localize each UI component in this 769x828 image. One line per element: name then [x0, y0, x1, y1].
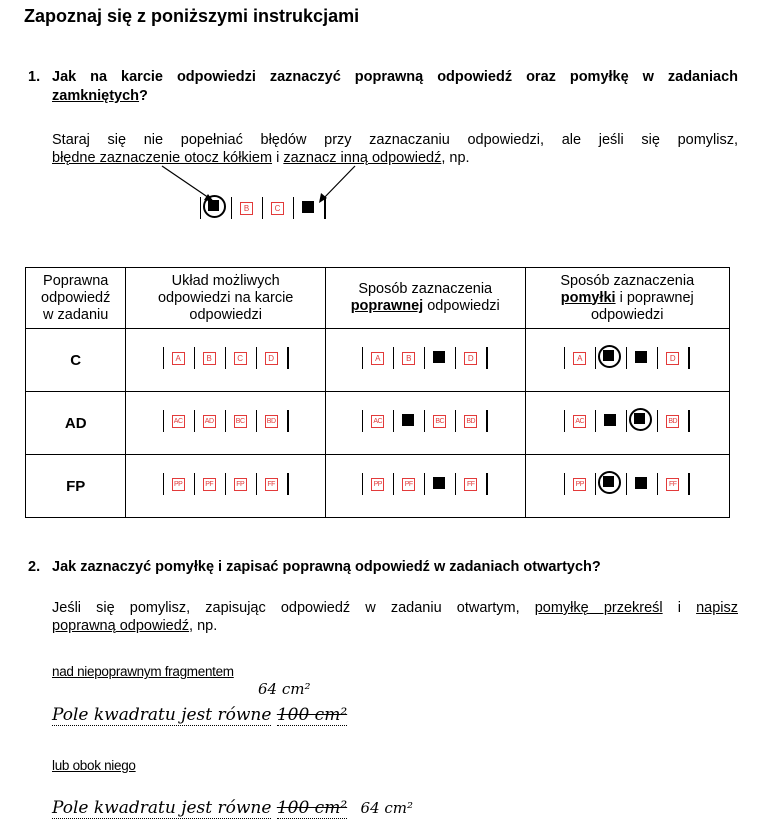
- question-1: [28, 68, 738, 106]
- strikethrough-value: 100 cm²: [276, 798, 348, 818]
- correct-cell: [325, 329, 525, 392]
- mistake-cell: [525, 329, 729, 392]
- option-cell: [362, 410, 394, 432]
- filled-mark-icon: [302, 201, 314, 213]
- table-row: [26, 455, 730, 518]
- option-box: C: [234, 352, 247, 365]
- question-2-para-a4: napisz: [696, 600, 738, 616]
- option-cell: [226, 410, 257, 432]
- handwritten-line-2: [52, 798, 413, 818]
- question-2-para-a1: Jeśli się pomylisz, zapisując odpowiedź w zadaniu otwartym,: [52, 600, 535, 616]
- option-box: BD: [666, 415, 679, 428]
- header-cell-1: [26, 268, 126, 329]
- option-cell: [596, 347, 627, 369]
- question-1-keyword: zamkniętych: [52, 88, 140, 104]
- filled-mark-icon: [635, 477, 647, 489]
- option-cell: [257, 347, 289, 369]
- header-cell-3: [325, 268, 525, 329]
- option-box: AC: [573, 415, 586, 428]
- option-box: BC: [234, 415, 247, 428]
- header-1-line2: odpowiedź: [41, 289, 111, 306]
- row-label: AD: [26, 392, 126, 455]
- header-1-line1: Poprawna: [43, 272, 109, 289]
- row-label: FP: [26, 455, 126, 518]
- option-cell: [163, 473, 195, 495]
- option-box: BD: [464, 415, 477, 428]
- option-cell: [195, 347, 226, 369]
- option-cell: [257, 473, 289, 495]
- option-cell: [394, 473, 425, 495]
- filled-mark-icon: [433, 477, 445, 489]
- question-2-paragraph: [52, 599, 738, 635]
- filled-mark-icon: [433, 351, 445, 363]
- option-cell: [425, 410, 456, 432]
- header-2-line1: Układ możliwych: [171, 272, 280, 289]
- layout-cell: [126, 455, 326, 518]
- header-4-line3: odpowiedzi: [590, 306, 664, 323]
- option-box: A: [573, 352, 586, 365]
- option-box: PF: [203, 478, 216, 491]
- option-cell: [362, 473, 394, 495]
- correct-cell: [325, 455, 525, 518]
- question-2-para-a3: i: [662, 600, 697, 616]
- header-cell-4: [525, 268, 729, 329]
- option-cell: [425, 347, 456, 369]
- option-box: D: [464, 352, 477, 365]
- option-cell: [226, 347, 257, 369]
- example-cell-d: [294, 197, 326, 219]
- option-box: D: [265, 352, 278, 365]
- example-box-c: C: [271, 202, 284, 215]
- page-title: Zapoznaj się z poniższymi instrukcjami: [24, 6, 360, 26]
- filled-mark-icon: [402, 414, 414, 426]
- header-4-line1: Sposób zaznaczenia: [560, 272, 695, 289]
- option-cell: [564, 410, 596, 432]
- strikethrough-value: 100 cm²: [276, 705, 348, 725]
- handwritten-text: Pole kwadratu jest równe: [52, 705, 272, 725]
- header-3-post: odpowiedzi: [423, 298, 500, 314]
- header-3-line1: Sposób zaznaczenia: [358, 281, 493, 297]
- option-cell: [627, 347, 658, 369]
- option-box: A: [371, 352, 384, 365]
- option-box: AC: [371, 415, 384, 428]
- header-2-line3: odpowiedzi: [189, 306, 262, 323]
- option-box: B: [402, 352, 415, 365]
- header-4-post: i poprawnej: [615, 289, 694, 306]
- question-2-text: Jak zaznaczyć pomyłkę i zapisać poprawną odpowiedź w zadaniach otwartych?: [52, 559, 601, 575]
- option-cell: [564, 347, 596, 369]
- question-2: [28, 558, 738, 577]
- option-box: BC: [433, 415, 446, 428]
- question-1-para-link2: zaznacz inną odpowiedź: [283, 150, 442, 166]
- option-box: PF: [402, 478, 415, 491]
- option-cell: [456, 473, 488, 495]
- option-cell: [425, 473, 456, 495]
- option-cell: [394, 410, 425, 432]
- example-cell-c: [263, 197, 294, 219]
- question-1-qmark: ?: [139, 88, 148, 104]
- row-label: C: [26, 329, 126, 392]
- option-box: AD: [203, 415, 216, 428]
- question-2-para-line1: [52, 599, 738, 617]
- option-cell: [596, 410, 627, 432]
- example-label-beside: lub obok niego: [52, 758, 136, 773]
- layout-cell: [126, 329, 326, 392]
- filled-mark-icon: [634, 413, 645, 424]
- option-cell: [195, 410, 226, 432]
- example-cell-a: [200, 197, 232, 219]
- table-row: [26, 392, 730, 455]
- option-cell: [195, 473, 226, 495]
- table-header-row: [26, 268, 730, 329]
- handwritten-line-1: [52, 705, 347, 725]
- option-box: B: [203, 352, 216, 365]
- correction-above: 64 cm²: [258, 680, 311, 698]
- question-2-para-a2: pomyłkę przekreśl: [534, 600, 663, 616]
- question-2-para-b1: poprawną odpowiedź: [52, 618, 190, 634]
- option-box: PP: [371, 478, 384, 491]
- option-box: PP: [573, 478, 586, 491]
- option-cell: [658, 473, 690, 495]
- arrow-right-line: [322, 166, 355, 200]
- example-label-above: nad niepoprawnym fragmentem: [52, 664, 234, 679]
- header-cell-2: [126, 268, 326, 329]
- filled-mark-icon: [208, 200, 219, 211]
- option-cell: [163, 347, 195, 369]
- mistake-cell: [525, 455, 729, 518]
- option-cell: [394, 347, 425, 369]
- option-cell: [627, 410, 658, 432]
- option-box: BD: [265, 415, 278, 428]
- filled-mark-icon: [604, 414, 616, 426]
- option-box: D: [666, 352, 679, 365]
- option-box: FP: [234, 478, 247, 491]
- instruction-table: [25, 267, 730, 518]
- filled-mark-icon: [603, 476, 614, 487]
- option-box: FF: [464, 478, 477, 491]
- option-cell: [456, 410, 488, 432]
- table-row: [26, 329, 730, 392]
- correct-cell: [325, 392, 525, 455]
- filled-mark-icon: [603, 350, 614, 361]
- example-box-b: B: [240, 202, 253, 215]
- question-2-para-b2: , np.: [189, 618, 218, 634]
- option-cell: [564, 473, 596, 495]
- option-box: FF: [265, 478, 278, 491]
- example-cell-b: [232, 197, 263, 219]
- option-cell: [658, 410, 690, 432]
- option-box: PP: [172, 478, 185, 491]
- question-1-para-link1: błędne zaznaczenie otocz kółkiem: [52, 150, 273, 166]
- option-cell: [627, 473, 658, 495]
- question-1-para-sep: i: [272, 150, 284, 166]
- layout-cell: [126, 392, 326, 455]
- question-1-para-end: , np.: [441, 150, 470, 166]
- option-cell: [456, 347, 488, 369]
- option-box: AC: [172, 415, 185, 428]
- question-1-line1: Jak na karcie odpowiedzi zaznaczyć poprawną odpowiedź oraz pomyłkę w zadaniach: [52, 69, 738, 85]
- question-2-number: 2.: [28, 559, 41, 575]
- option-box: FF: [666, 478, 679, 491]
- filled-mark-icon: [635, 351, 647, 363]
- option-box: A: [172, 352, 185, 365]
- header-1-line3: w zadaniu: [43, 306, 109, 323]
- option-cell: [362, 347, 394, 369]
- example-answer-row: [200, 195, 326, 219]
- handwritten-text: Pole kwadratu jest równe: [52, 798, 272, 818]
- option-cell: [226, 473, 257, 495]
- mistake-cell: [525, 392, 729, 455]
- option-cell: [257, 410, 289, 432]
- question-1-para-line1: Staraj się nie popełniać błędów przy zaznaczaniu odpowiedzi, ale jeśli się pomylisz,: [52, 132, 738, 148]
- option-cell: [658, 347, 690, 369]
- option-cell: [163, 410, 195, 432]
- header-4-bold: pomyłki: [560, 289, 616, 306]
- correction-beside: 64 cm²: [360, 799, 414, 817]
- option-cell: [596, 473, 627, 495]
- header-3-bold: poprawnej: [350, 298, 424, 314]
- header-2-line2: odpowiedzi na karcie: [157, 289, 294, 306]
- question-1-number: 1.: [28, 69, 41, 85]
